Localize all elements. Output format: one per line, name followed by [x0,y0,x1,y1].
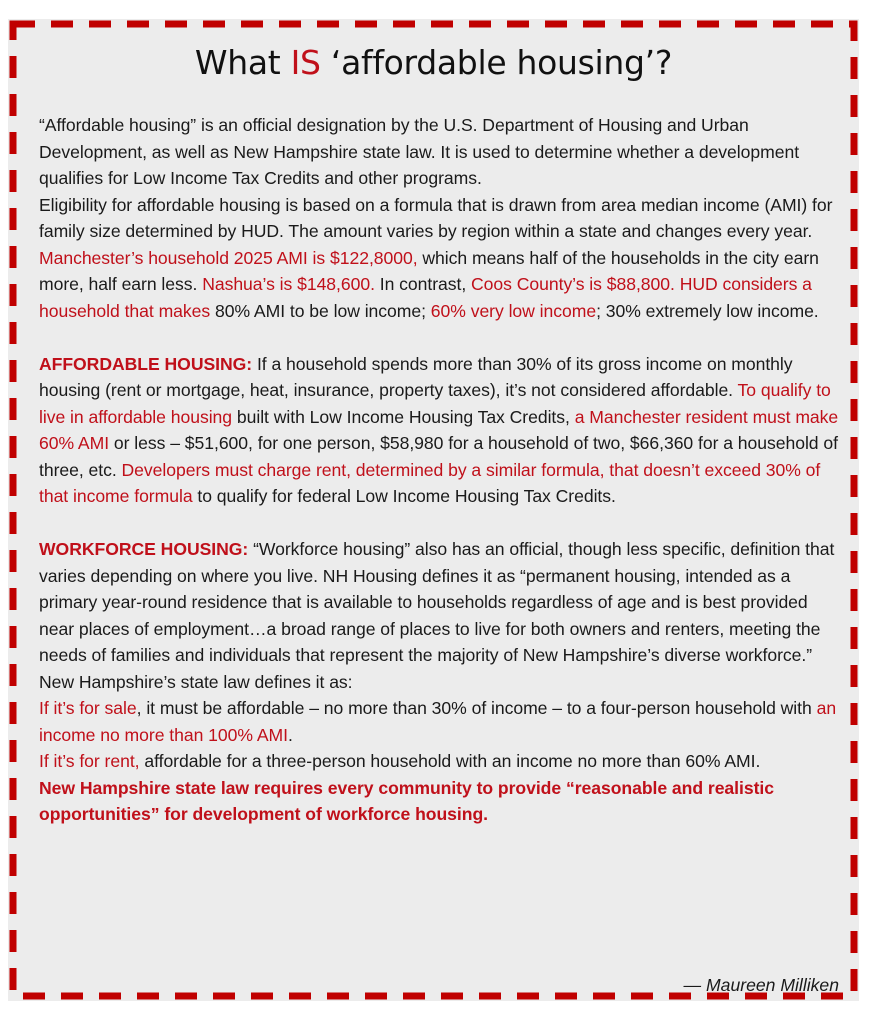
affordable-housing-section [39,351,847,510]
highlight-text: an income no more than 100% AMI [39,698,837,745]
sidebar-box [8,19,859,1001]
section-text: or less – $51,600, for one person, $58,980 for a household of two, $66,360 for a household of three, etc. [39,433,838,480]
closing-statement: New Hampshire state law requires every community to provide “reasonable and realistic opportunities” for development of workforce housing. [39,777,774,824]
intro-text: 80% AMI to be low income; [210,300,431,321]
workforce-housing-section [39,536,847,669]
author-byline: — Maureen Milliken [683,975,839,995]
section-text: affordable for a three-person household with an income no more than 60% AMI. [139,751,761,771]
section-text: “Workforce housing” also has an official, though less specific, definition that varies depending on where you live. NH Housing defines it as “permanent housing, intended as a primary year-round residence that is available to households regardless of age and is best provided near places of employment…a broad range of places to live for both owners and renters, meeting the needs of families and individuals that represent the majority of New Hampshire’s diverse workforce.” [39,539,835,665]
title-suffix: ‘affordable housing’? [320,43,673,82]
section-text: If a household spends more than 30% of its gross income on monthly housing (rent or mortgage, heat, insurance, property taxes), it’s not considered affordable. [39,353,793,400]
intro-paragraph-2: Eligibility for affordable housing is based on a formula that is drawn from area median income (AMI) for family size determined by HUD. The amount varies by region within a state and changes every year. [39,194,833,241]
highlight-text: If it’s for rent, [39,751,140,771]
spacer [39,324,847,351]
section-text: . [287,724,293,745]
for-sale-rule [39,695,847,748]
hud-considers: HUD considers a household that makes [39,274,812,321]
nashua-ami: Nashua’s is $148,600. [202,274,375,294]
article-body [39,112,847,828]
intro-text: In contrast, [374,274,472,294]
for-rent-rule [39,748,847,775]
manchester-ami: Manchester’s household 2025 AMI is $122,8000, [39,247,418,268]
highlight-text: If it’s for sale [39,698,137,718]
intro-paragraph-1: “Affordable housing” is an official designation by the U.S. Department of Housing and Urban Development, as well as New Hampshire state law. It is used to determine whether a development qualifies for Low Income Tax Credits and other programs. [39,115,800,188]
section-text: , it must be affordable – no more than 30% of income – to a four-person household with [136,698,817,718]
state-law-intro: New Hampshire’s state law defines it as: [39,671,353,692]
affordable-housing-heading: AFFORDABLE HOUSING: [39,353,253,374]
highlight-text: Developers must charge rent, determined by a similar formula, that doesn’t exceed 30% of that income formula [39,459,821,506]
spacer [39,510,847,537]
title-prefix: What [194,43,291,82]
section-text: to qualify for federal Low Income Housing Tax Credits. [192,486,616,506]
title-emphasis: IS [290,43,321,82]
section-text: built with Low Income Housing Tax Credits, [232,406,575,427]
page-title [8,43,859,82]
workforce-housing-heading: WORKFORCE HOUSING: [39,539,249,559]
coos-ami: Coos County’s is $88,800. [471,274,675,294]
intro-paragraph-3 [39,245,847,325]
intro-text: which means half of the households in the city earn more, half earn less. [39,247,819,294]
very-low-income: 60% very low income [430,300,597,321]
highlight-text: To qualify to live in affordable housing [39,380,831,427]
intro-text: ; 30% extremely low income. [596,300,819,321]
highlight-text: a Manchester resident must make 60% AMI [39,406,839,453]
